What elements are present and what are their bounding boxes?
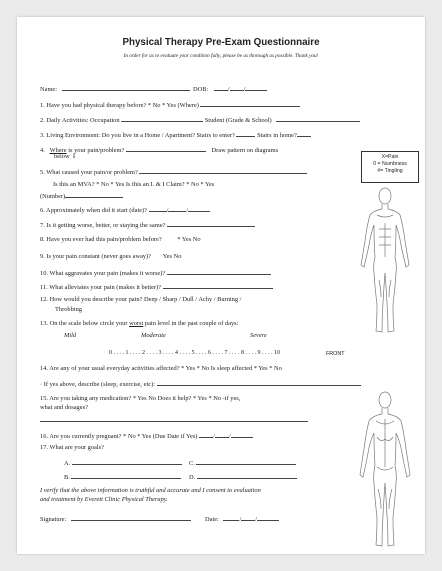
scale-moderate: Moderate	[141, 332, 166, 339]
goal-a-label: A.	[64, 460, 71, 467]
front-label: FRONT	[326, 351, 345, 357]
question-8-options[interactable]: * Yes No	[177, 236, 201, 243]
question-15: 15. Are you taking any medication? * Yes No Does it help? * Yes * No -if yes,	[40, 395, 241, 402]
questionnaire-page	[17, 17, 425, 554]
goal-d	[189, 472, 297, 482]
date-year-field[interactable]	[257, 514, 279, 521]
question-10-text: 10. What aggravates your pain (makes it worse)?	[40, 270, 166, 277]
worst-underlined: worst	[129, 320, 144, 327]
goal-c-label: C.	[189, 460, 195, 467]
goal-c-field[interactable]	[196, 458, 296, 465]
student-label: Student (Grade & School)	[204, 117, 272, 124]
body-diagram-large[interactable]	[355, 389, 415, 551]
scale-severe: Severe	[250, 332, 267, 339]
question-13	[40, 320, 238, 328]
legend-pain: X=Pain	[381, 154, 399, 160]
question-8	[40, 236, 201, 244]
verification-line-2: and treatment by Everett Clinic Physical Therapy.	[40, 496, 168, 503]
question-2	[40, 115, 360, 125]
question-13-text: 13. On the scale below circle your	[40, 320, 130, 327]
name-label: Name:	[40, 86, 58, 93]
question-14-describe	[40, 379, 361, 389]
mva-row: Is this an MVA? * No * Yes Is this an I. & I Claim? * No * Yes	[53, 181, 215, 188]
page-title: Physical Therapy Pre-Exam Questionnaire	[122, 37, 320, 48]
dob-label: DOB:	[193, 86, 209, 93]
goal-a-field[interactable]	[72, 458, 182, 465]
medication-line	[40, 415, 308, 425]
occupation-field[interactable]	[121, 115, 203, 122]
question-13-text-end: pain level in the past couple of days:	[143, 320, 239, 327]
pain-scale[interactable]: 0 . . . . 1 . . . . 2 . . . . 3 . . . . 4 . . . . 5 . . . . 6 . . . . 7 . . . . 8 . . . . 9 . . . . 10	[109, 350, 280, 356]
question-6-text: 6. Approximately when did it start (date)?	[40, 207, 148, 214]
question-10	[40, 268, 271, 278]
alleviates-field[interactable]	[163, 282, 273, 289]
dob-day-field[interactable]	[230, 84, 244, 91]
question-8-text: 8. Have you ever had this pain/problem before?	[40, 236, 162, 243]
name-row	[40, 84, 190, 94]
body-diagram-small[interactable]	[355, 185, 415, 337]
question-5-text: 5. What caused your pain/or problem?	[40, 169, 138, 176]
goal-b	[64, 472, 181, 482]
question-3-text: 3. Living Environment: Do you live in a Home / Apartment? Stairs to enter?	[40, 132, 235, 139]
symbol-legend	[361, 151, 419, 183]
legend-numbness: 0 = Numbness	[373, 161, 407, 167]
question-1-text: 1. Have you had physical therapy before? * No * Yes (Where)	[40, 102, 199, 109]
start-month-field[interactable]	[149, 205, 167, 212]
question-11	[40, 282, 273, 292]
stairs-home-field[interactable]	[297, 130, 311, 137]
pain-location-field[interactable]	[126, 145, 206, 152]
number-label: (Number)	[40, 193, 66, 200]
question-7	[40, 220, 255, 230]
goal-d-label: D.	[189, 474, 196, 481]
question-11-text: 11. What alleviates your pain (makes it better)?	[40, 284, 162, 291]
question-12-cont: Throbbing	[55, 306, 82, 313]
question-2-text: 2. Daily Activities: Occupation	[40, 117, 120, 124]
question-5	[40, 167, 307, 177]
question-9-options[interactable]: Yes No	[162, 253, 182, 260]
goal-a	[64, 458, 182, 468]
question-3	[40, 130, 311, 140]
date-row: Date: / /	[205, 514, 279, 524]
page-subtitle: In order for us to evaluate your condition fully, please be as thorough as possible. Thank you!	[123, 53, 319, 59]
goal-d-field[interactable]	[197, 472, 297, 479]
question-9-text: 9. Is your pain constant (never goes away)?	[40, 253, 152, 260]
date-month-field[interactable]	[223, 514, 239, 521]
question-15-cont: what and dosages?	[40, 404, 88, 411]
date-day-field[interactable]	[241, 514, 255, 521]
signature-field[interactable]	[71, 514, 191, 521]
medication-field[interactable]	[40, 415, 308, 422]
stairs-enter-field[interactable]	[236, 130, 255, 137]
signature-row	[40, 514, 191, 524]
date-label: Date:	[205, 516, 219, 523]
goal-b-field[interactable]	[71, 472, 181, 479]
cause-field[interactable]	[139, 167, 307, 174]
scale-mild: Mild	[64, 332, 77, 339]
due-day-field[interactable]	[215, 431, 229, 438]
question-12: 12. How would you describe your pain? Deep / Sharp / Dull / Achy / Burning /	[40, 296, 242, 303]
student-field[interactable]	[276, 115, 360, 122]
legend-tingling: #= Tingling	[377, 168, 403, 174]
trend-field[interactable]	[167, 220, 255, 227]
stairs-home-label: Stairs in home?	[257, 132, 297, 139]
where-underlined: Where	[49, 147, 67, 154]
due-year-field[interactable]	[231, 431, 253, 438]
start-year-field[interactable]	[188, 205, 210, 212]
question-14: 14. Are any of your usual everyday activities affected? * Yes * No Is sleep affected * Yes * No	[40, 365, 282, 372]
question-6: 6. Approximately when did it start (date)? / /	[40, 205, 210, 215]
question-16-text: 16. Are you currently pregnant? * No * Yes (Due Date if Yes)	[40, 433, 198, 440]
question-9	[40, 253, 181, 261]
claim-number-field[interactable]	[65, 191, 123, 198]
question-4-text: is your pain/problem?	[66, 147, 125, 154]
question-4-number: 4.	[40, 147, 45, 154]
below-arrow-text: below ⇩	[54, 153, 77, 160]
question-14-describe-text: · If yes above, describe (sleep, exercise, etc):	[40, 381, 155, 388]
name-field[interactable]	[62, 84, 190, 91]
due-month-field[interactable]	[199, 431, 213, 438]
question-17: 17. What are your goals?	[40, 444, 104, 451]
number-row	[40, 191, 123, 201]
goal-b-label: B.	[64, 474, 70, 481]
question-16: 16. Are you currently pregnant? * No * Yes (Due Date if Yes) / /	[40, 431, 253, 441]
start-day-field[interactable]	[168, 205, 186, 212]
goal-c	[189, 458, 296, 468]
activities-describe-field[interactable]	[157, 379, 361, 386]
verification-line-1: I verify that the above information is truthful and accurate and I consent to evaluation	[40, 487, 261, 494]
dob-year-field[interactable]	[245, 84, 267, 91]
signature-label: Signature:	[40, 516, 67, 523]
dob-month-field[interactable]	[214, 84, 228, 91]
pt-where-field[interactable]	[200, 100, 300, 107]
question-7-text: 7. Is it getting worse, better, or staying the same?	[40, 222, 166, 229]
dob-row: DOB: / /	[193, 84, 267, 94]
question-1	[40, 100, 300, 110]
aggravates-field[interactable]	[167, 268, 271, 275]
draw-pattern-text: Draw pattern on diagrams	[211, 147, 279, 154]
